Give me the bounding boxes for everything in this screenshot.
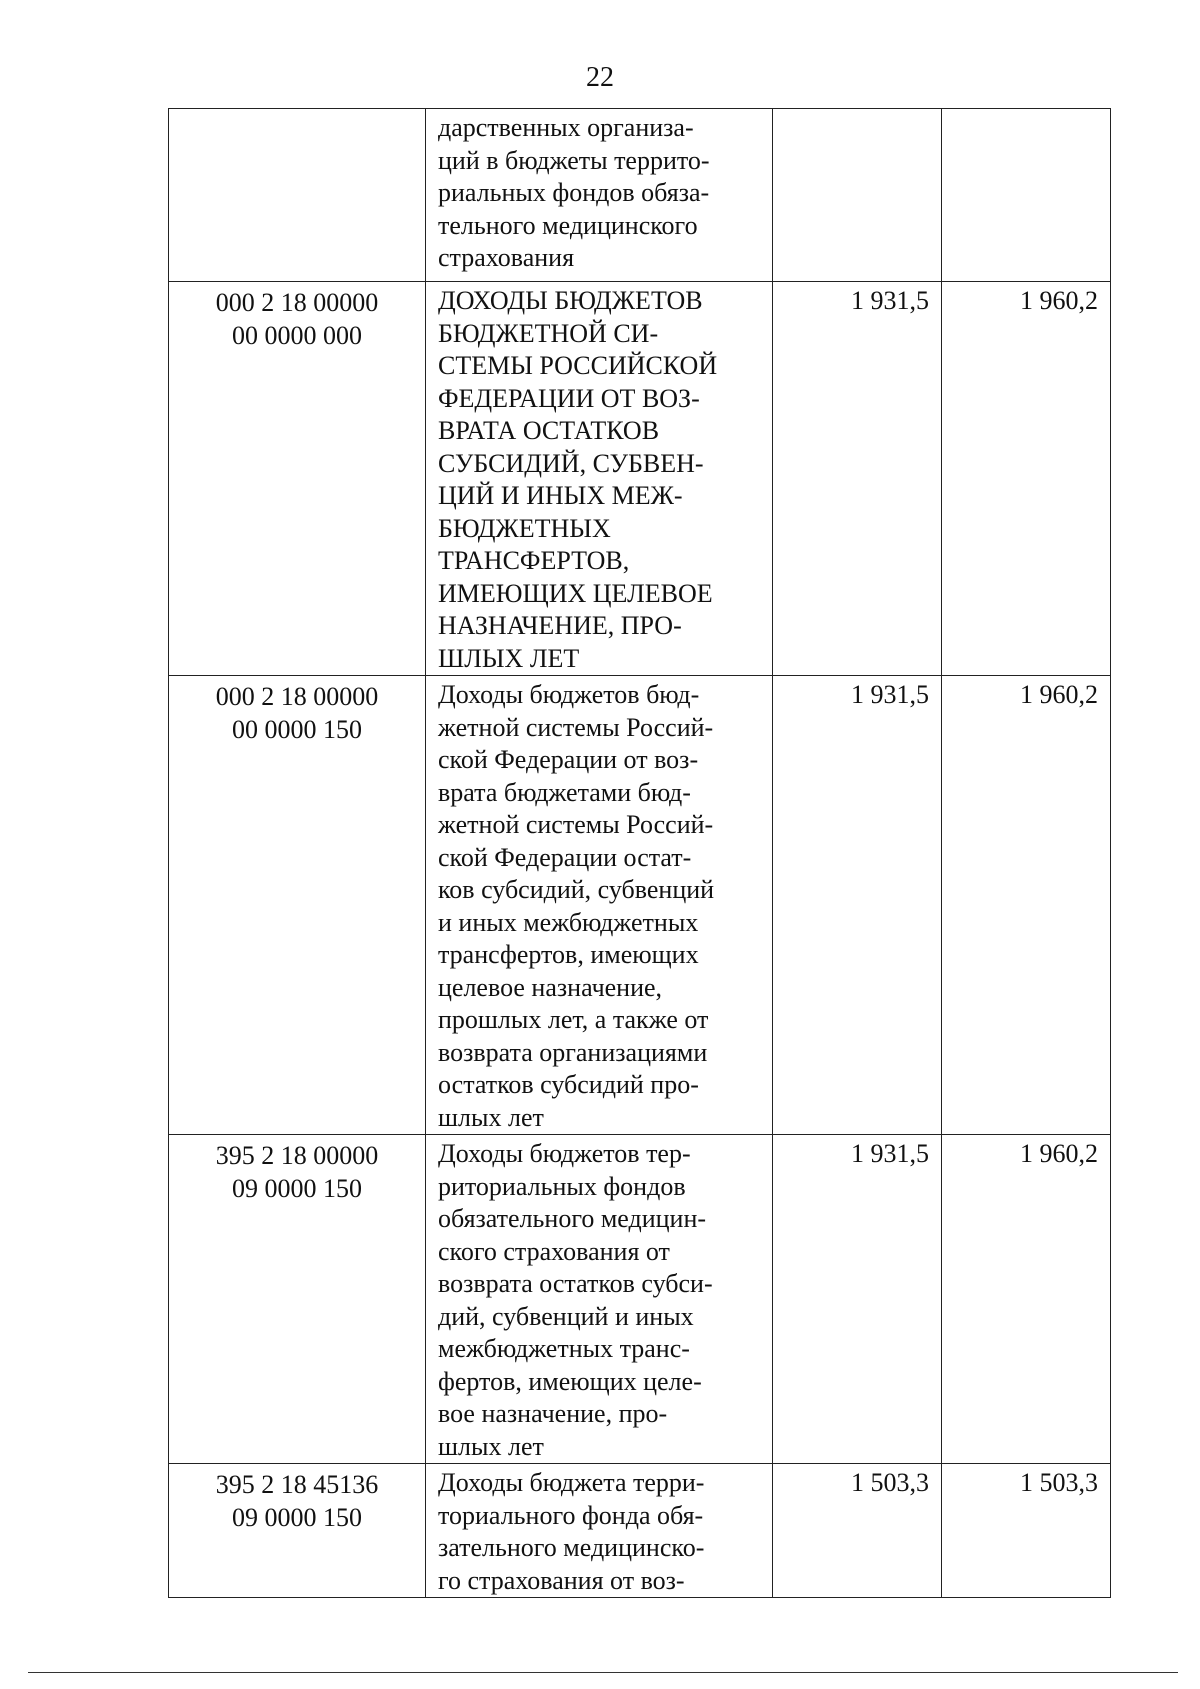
revenue-name-line: трансфертов, имеющих bbox=[438, 940, 699, 969]
table-row bbox=[169, 1464, 1111, 1598]
budget-code-line: 395 2 18 45136 bbox=[215, 1470, 379, 1499]
revenue-name-line: дарственных организа- bbox=[438, 113, 694, 142]
revenue-name-line: врата бюджетами бюд- bbox=[438, 777, 691, 807]
table-row bbox=[169, 1135, 1111, 1464]
amount-cell-1: 1 931,5 bbox=[773, 1135, 942, 1464]
bottom-rule bbox=[28, 1672, 1178, 1673]
revenue-name-line: возврата организациями bbox=[438, 1037, 708, 1067]
revenue-name-line: ТРАНСФЕРТОВ, bbox=[438, 546, 630, 575]
revenue-name-cell bbox=[426, 282, 773, 676]
revenue-name-line: жетной системы Россий- bbox=[438, 810, 714, 839]
revenue-name-line: СУБСИДИЙ, СУБВЕН- bbox=[438, 448, 704, 478]
revenue-name-line: ДОХОДЫ БЮДЖЕТОВ bbox=[438, 286, 703, 315]
amount-cell-1: 1 503,3 bbox=[773, 1464, 942, 1598]
revenue-name-line: Доходы бюджетов бюд- bbox=[438, 680, 700, 709]
budget-code-line: 00 0000 000 bbox=[232, 320, 362, 350]
revenue-name-line: го страхования от воз- bbox=[438, 1565, 685, 1595]
revenue-name-cell bbox=[426, 1135, 773, 1464]
revenue-name-line: ской Федерации остат- bbox=[438, 842, 692, 872]
revenue-name-line: вое назначение, про- bbox=[438, 1399, 668, 1428]
amount-cell-2: 1 960,2 bbox=[942, 282, 1111, 676]
revenue-name-line: целевое назначение, bbox=[438, 972, 663, 1002]
revenue-name-line: ИМЕЮЩИХ ЦЕЛЕВОЕ bbox=[438, 578, 713, 608]
revenue-name-line: ков субсидий, субвенций bbox=[438, 875, 715, 904]
budget-code-line: 09 0000 150 bbox=[232, 1173, 362, 1203]
revenue-name-line: дий, субвенций и иных bbox=[438, 1301, 694, 1331]
revenue-name-line: риториальных фондов bbox=[438, 1171, 686, 1201]
revenue-name-line: Доходы бюджета терри- bbox=[438, 1468, 705, 1497]
revenue-name-line: ЦИЙ И ИНЫХ МЕЖ- bbox=[438, 481, 683, 510]
revenue-name-line: риальных фондов обяза- bbox=[438, 178, 710, 207]
revenue-name-line: страхования bbox=[438, 243, 575, 272]
budget-code-cell bbox=[169, 1464, 426, 1598]
revenue-name-line: фертов, имеющих целе- bbox=[438, 1366, 702, 1396]
amount-cell-1 bbox=[773, 109, 942, 282]
revenue-name-cell bbox=[426, 1464, 773, 1598]
revenue-name-line: возврата остатков субси- bbox=[438, 1269, 713, 1298]
revenue-name-line: шлых лет bbox=[438, 1102, 544, 1132]
revenue-name-line: БЮДЖЕТНОЙ СИ- bbox=[438, 318, 659, 348]
table-row bbox=[169, 109, 1111, 282]
revenue-name-line: шлых лет bbox=[438, 1431, 544, 1461]
revenue-name-line: ШЛЫХ ЛЕТ bbox=[438, 643, 580, 673]
revenue-name-line: и иных межбюджетных bbox=[438, 907, 699, 937]
revenue-name-line: межбюджетных транс- bbox=[438, 1334, 690, 1363]
page-number: 22 bbox=[586, 62, 614, 93]
table-row bbox=[169, 676, 1111, 1135]
budget-revenue-table bbox=[168, 108, 1111, 1598]
amount-cell-2: 1 960,2 bbox=[942, 1135, 1111, 1464]
amount-cell-2: 1 960,2 bbox=[942, 676, 1111, 1135]
revenue-name-line: жетной системы Россий- bbox=[438, 712, 714, 742]
revenue-name-line: обязательного медицин- bbox=[438, 1204, 707, 1233]
budget-code-cell bbox=[169, 282, 426, 676]
revenue-name-cell bbox=[426, 676, 773, 1135]
revenue-name-line: ской Федерации от воз- bbox=[438, 745, 699, 774]
budget-code-line: 000 2 18 00000 bbox=[215, 288, 379, 317]
revenue-name-line: ского страхования от bbox=[438, 1236, 670, 1266]
revenue-name-line: остатков субсидий про- bbox=[438, 1070, 699, 1099]
amount-cell-1: 1 931,5 bbox=[773, 282, 942, 676]
budget-code-line: 00 0000 150 bbox=[232, 714, 362, 744]
amount-cell-2 bbox=[942, 109, 1111, 282]
revenue-name-line: Доходы бюджетов тер- bbox=[438, 1139, 691, 1168]
revenue-name-line: НАЗНАЧЕНИЕ, ПРО- bbox=[438, 611, 682, 640]
revenue-name-line: СТЕМЫ РОССИЙСКОЙ bbox=[438, 351, 718, 380]
revenue-name-line: БЮДЖЕТНЫХ bbox=[438, 513, 611, 543]
budget-code-line: 000 2 18 00000 bbox=[215, 682, 379, 711]
revenue-name-line: тельного медицинского bbox=[438, 210, 698, 240]
budget-code-cell bbox=[169, 1135, 426, 1464]
revenue-name-line: ториального фонда обя- bbox=[438, 1500, 704, 1530]
budget-code-cell bbox=[169, 109, 426, 282]
budget-code-cell bbox=[169, 676, 426, 1135]
table-body bbox=[169, 109, 1111, 1598]
table-row bbox=[169, 282, 1111, 676]
revenue-name-line: ВРАТА ОСТАТКОВ bbox=[438, 416, 660, 445]
revenue-name-line: ций в бюджеты террито- bbox=[438, 145, 710, 175]
amount-cell-1: 1 931,5 bbox=[773, 676, 942, 1135]
budget-code-line: 395 2 18 00000 bbox=[215, 1141, 379, 1170]
amount-cell-2: 1 503,3 bbox=[942, 1464, 1111, 1598]
budget-code-line: 09 0000 150 bbox=[232, 1502, 362, 1532]
revenue-name-line: зательного медицинско- bbox=[438, 1533, 705, 1562]
revenue-name-line: прошлых лет, а также от bbox=[438, 1005, 709, 1034]
revenue-name-cell bbox=[426, 109, 773, 282]
revenue-name-line: ФЕДЕРАЦИИ ОТ ВОЗ- bbox=[438, 383, 700, 413]
